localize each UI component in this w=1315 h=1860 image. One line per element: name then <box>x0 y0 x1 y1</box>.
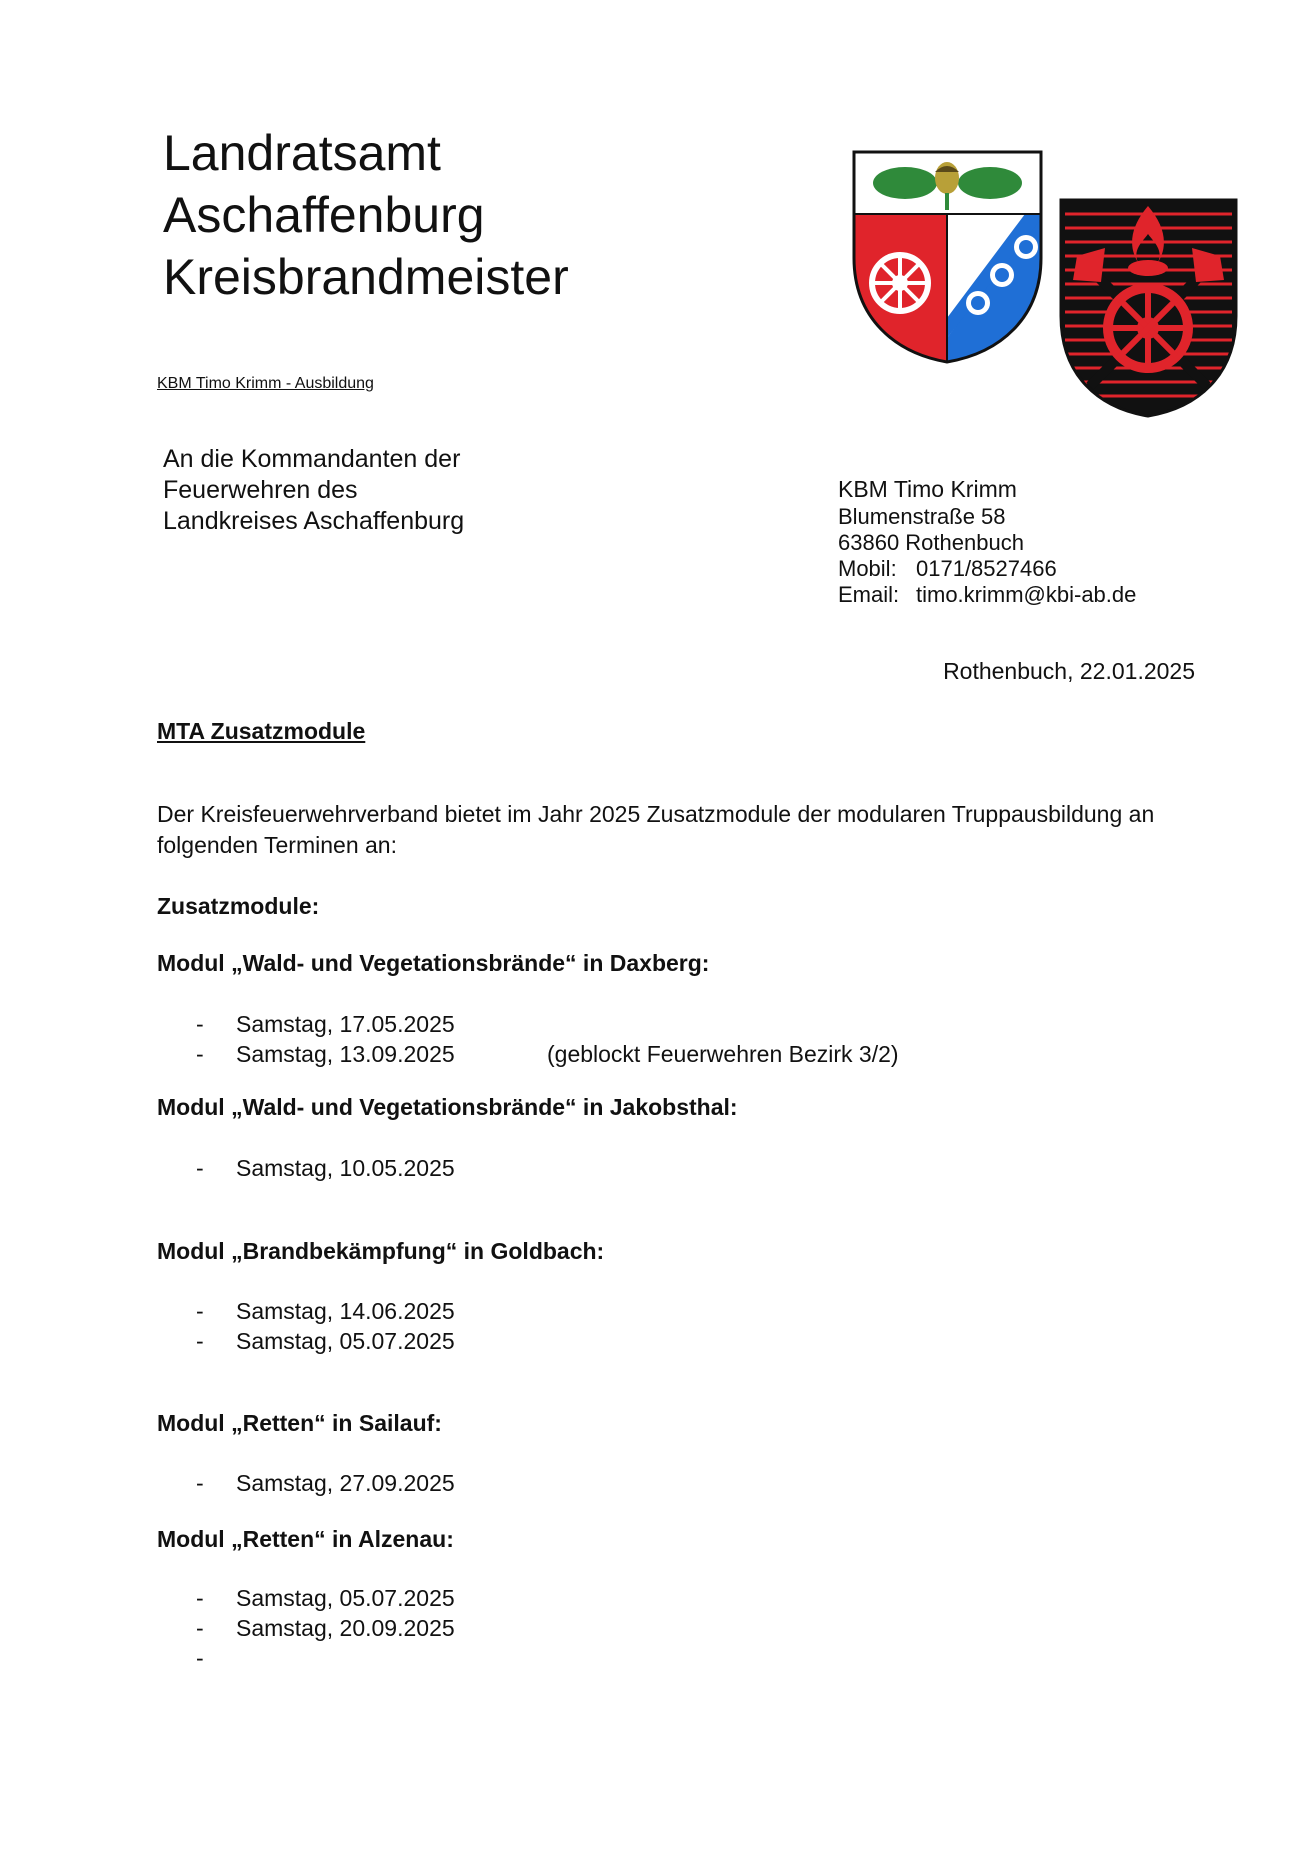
module-date-row <box>196 1155 455 1182</box>
module-date: Samstag, 20.09.2025 <box>236 1615 455 1641</box>
recipient-line-2: Feuerwehren des <box>163 476 358 504</box>
module-date-row <box>196 1585 455 1612</box>
module-date-note: (geblockt Feuerwehren Bezirk 3/2) <box>547 1041 899 1067</box>
list-dash: - <box>196 1470 204 1496</box>
list-dash: - <box>196 1645 204 1671</box>
contact-email-label: Email: <box>838 582 900 607</box>
module-heading: Modul „Wald- und Vegetationsbrände“ in Daxberg: <box>157 950 710 976</box>
module-date: Samstag, 14.06.2025 <box>236 1298 455 1324</box>
module-date: Samstag, 05.07.2025 <box>236 1585 455 1611</box>
module-date: Samstag, 05.07.2025 <box>236 1328 455 1354</box>
letter-date: Rothenbuch, 22.01.2025 <box>943 658 1195 684</box>
contact-name: KBM Timo Krimm <box>838 476 1017 502</box>
module-heading: Modul „Retten“ in Sailauf: <box>157 1410 442 1436</box>
list-dash: - <box>196 1328 204 1354</box>
list-dash: - <box>196 1615 204 1641</box>
contact-block <box>838 474 1136 608</box>
contact-city: 63860 Rothenbuch <box>838 530 1024 555</box>
module-date: Samstag, 13.09.2025 <box>236 1041 455 1067</box>
contact-mobile-label: Mobil: <box>838 556 897 581</box>
module-heading: Modul „Wald- und Vegetationsbrände“ in Jakobsthal: <box>157 1094 738 1120</box>
module-date-row <box>196 1645 236 1672</box>
district-coat-of-arms-icon <box>850 148 1045 366</box>
title-line-3: Kreisbrandmeister <box>163 249 569 305</box>
title-line-1: Landratsamt <box>163 125 441 181</box>
contact-street: Blumenstraße 58 <box>838 504 1006 529</box>
module-date-row <box>196 1011 455 1038</box>
sender-line: KBM Timo Krimm - Ausbildung <box>157 375 374 392</box>
module-date: Samstag, 27.09.2025 <box>236 1470 455 1496</box>
module-date-row <box>196 1328 455 1355</box>
module-date-row <box>196 1615 455 1642</box>
list-dash: - <box>196 1298 204 1324</box>
organization-title <box>163 122 569 308</box>
section-heading: Zusatzmodule: <box>157 893 320 919</box>
contact-mobile: 0171/8527466 <box>916 556 1057 581</box>
module-date: Samstag, 17.05.2025 <box>236 1011 455 1037</box>
contact-email[interactable]: timo.krimm@kbi-ab.de <box>916 582 1137 607</box>
module-date-row <box>196 1041 899 1068</box>
contact-email-row <box>838 582 1136 608</box>
fire-brigade-coat-of-arms-icon <box>1057 196 1240 420</box>
module-date-row <box>196 1298 455 1325</box>
recipient-line-1: An die Kommandanten der <box>163 445 461 473</box>
intro-paragraph: Der Kreisfeuerwehrverband bietet im Jahr 2025 Zusatzmodule der modularen Truppausbildung an folgenden Terminen an: <box>157 801 1155 858</box>
letter-subject: MTA Zusatzmodule <box>157 718 366 744</box>
title-line-2: Aschaffenburg <box>163 187 485 243</box>
list-dash: - <box>196 1585 204 1611</box>
contact-mobile-row <box>838 556 1136 582</box>
list-dash: - <box>196 1011 204 1037</box>
list-dash: - <box>196 1155 204 1181</box>
recipient-line-3: Landkreises Aschaffenburg <box>163 507 465 535</box>
recipient-address <box>163 444 464 537</box>
module-heading: Modul „Retten“ in Alzenau: <box>157 1526 454 1552</box>
list-dash: - <box>196 1041 204 1067</box>
module-heading: Modul „Brandbekämpfung“ in Goldbach: <box>157 1238 605 1264</box>
module-date-row <box>196 1470 455 1497</box>
module-date: Samstag, 10.05.2025 <box>236 1155 455 1181</box>
